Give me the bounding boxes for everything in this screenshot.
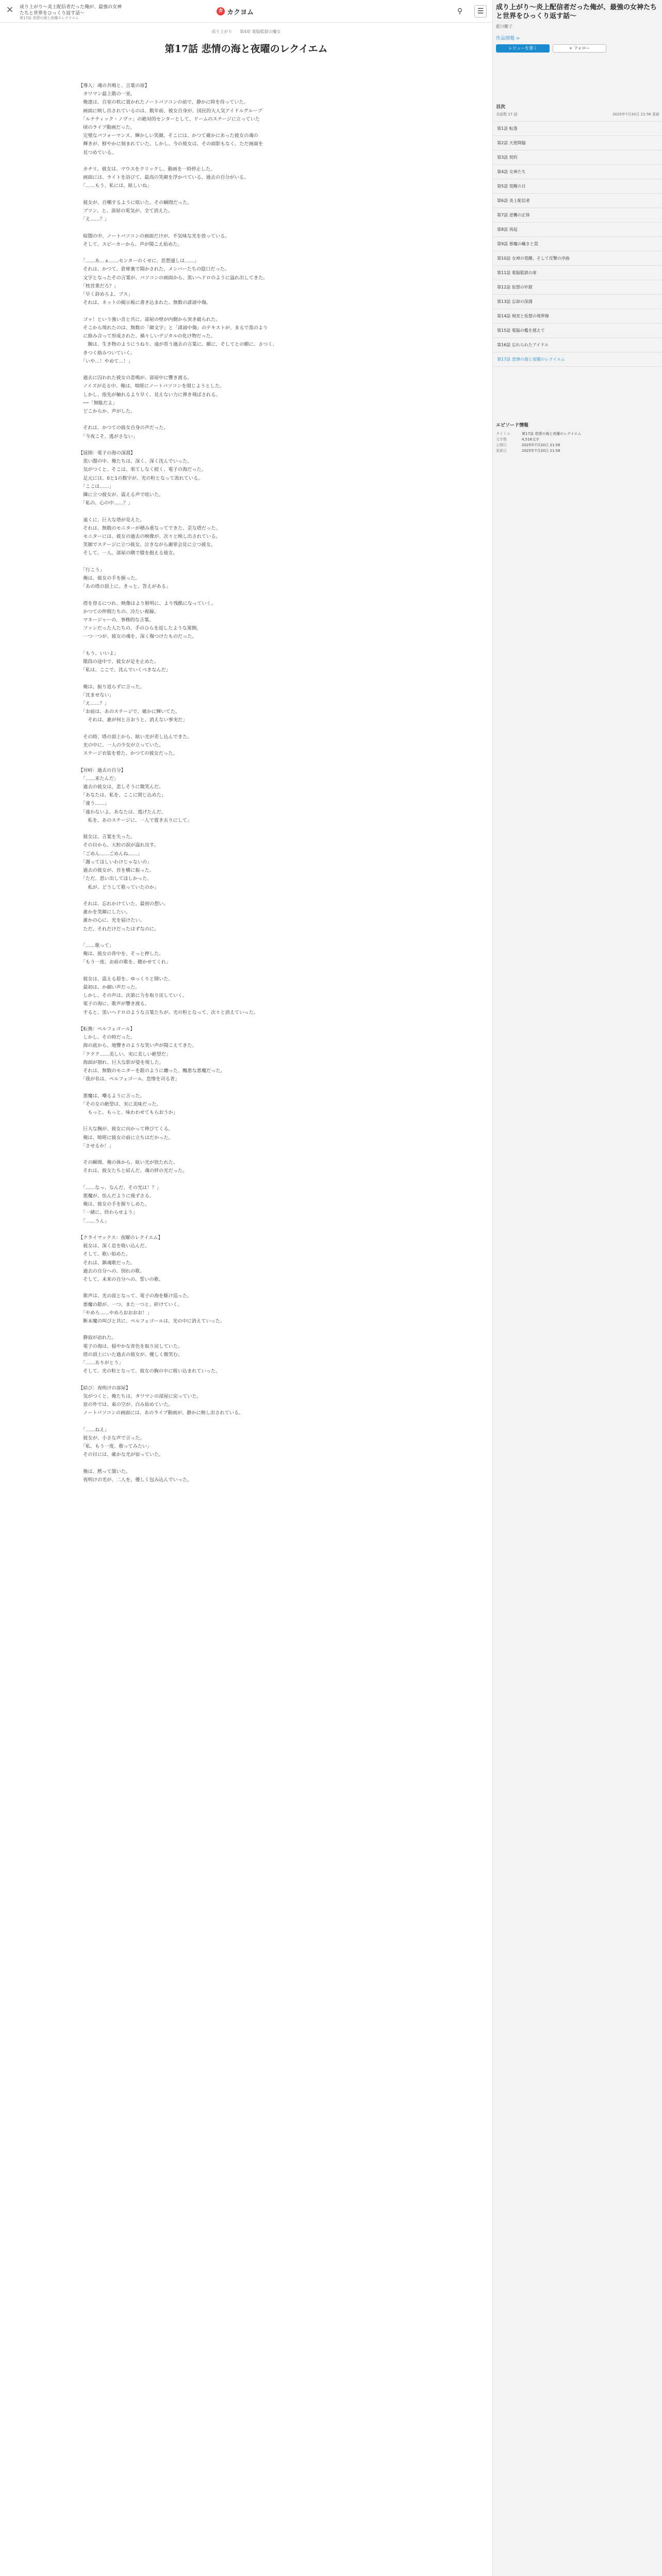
sidebar-action-buttons: [496, 44, 659, 53]
top-bar-icons: [454, 5, 466, 18]
toc-heading: 目次: [496, 105, 506, 110]
toc-item[interactable]: 第5話 覚醒の日: [493, 179, 662, 194]
sidebar-work-info-link[interactable]: 作品情報 >: [496, 36, 520, 41]
sidebar-book-title[interactable]: 成り上がり〜炎上配信者だった俺が、最強の女神たちと世界をひっくり返す話〜: [496, 4, 657, 20]
sidebar-book-info: [496, 3, 659, 53]
reader-main: [0, 23, 492, 2576]
toc-meta: [493, 110, 662, 122]
site-logo[interactable]: [217, 6, 254, 16]
breadcrumb-book[interactable]: 成り上がり: [211, 29, 233, 34]
episode-info-heading: エピソード情報: [496, 423, 529, 428]
toc-list: [493, 122, 662, 367]
episode-title: 第17話 悲情の海と夜曜のレクイエム: [164, 43, 328, 55]
toc-item[interactable]: 第7話 逆襲の正体: [493, 208, 662, 223]
toc-item[interactable]: 第2話 天使降臨: [493, 136, 662, 150]
breadcrumb: [0, 29, 492, 35]
episode-body: 【導入：魂の共鳴と、言葉の扉】 タワマン最上階の一室。 俺達は、自室の机に置かれたノートパソコンの前で、静かに時を待っていた。 画面に映し出されているのは、数年前、彼女自身が、国民的大人気アイドルグループ 「ルナティック・ノヴァ」の絶対的センターとして、ドームのステージに立っていた 頃のライブ動画だった。 完璧なパフォーマンス。輝かしい笑顔。そこには、かつて確かにあった彼女の魂の 輝きが、鮮やかに刻まれていた。しかし、今の彼女は、その面影もなく、ただ画面を 見つめている。 カチリ。彼女は、マウスをクリックし、動画を一時停止した。 画面には、ライトを浴びて、最高の笑顔を浮かべている、過去の自分がいる。 「……もう、私には、眩しいね」 彼女が、自嘲するように呟いた。その瞬間だった。 ブツン、と、部屋の電気が、全て消えた。 「え……？」 暗闇の中、ノートパソコンの画面だけが、不気味な光を放っている。 そして、スピーカーから、声が聞こえ始めた。 「……あ…ぁ……センターのくせに、思想通しは……」 それは、かつて、倉庫裏で聞かされた、メンバーたちの陰口だった。 文字となったその言葉が、パソコンの画面から、黒いヘドロのように溢れ出してきた。 「枕営業だろ？」 「早く辞めろよ、ブス」 それは、ネットの掲示板に書き込まれた、無数の誹謗中傷。 ゴゥ！という強い音と共に、部屋の壁が内側から突き破られた。 そこから現れたのは、無数の「顔文字」と「誹謗中傷」のテキストが、まるで黒のよう に絡み合って形成された、禍々しいデジタルの化け物だった。 腕は、生き物のようにうねり、遠が普う過去の言葉に、願に、そしてとの願に、さつく、 きつく絡みついていく。 「いや…！やめて…！」 過去に囚われた彼女の悲鳴が、部屋中に響き渡る。 ノイズが走る中、俺は、咄嗟にノートパソコンを閉じようとした。 しかし、指先が触れるより早く、見えない力に弾き飛ばされる。 ──「無駄だよ」 どこからか、声がした。 それは、かつての彼女自身の声だった。 「今夜こそ、逃がさない」 【展開：電子の海の深淵】 黒い闇の中、俺たちは、深く、深く沈んでいった。 気がつくと、そこは、果てしなく続く、電子の海だった。 足元には、0と1の数字が、光の粒となって流れている。 「ここは……」 隣に立つ彼女が、震える声で呟いた。 「私の、心の中……？」 遠くに、巨大な塔が見えた。 それは、無数のモニターが積み重なってできた、歪な塔だった。 モニターには、彼女の過去の映像が、次々と映し出されている。 笑顔でステージに立つ彼女。泣きながら謝罪会見に立つ彼女。 そして、一人、部屋の隅で膝を抱える彼女。 「行こう」 俺は、彼女の手を握った。 「あの塔の頂上に、きっと、答えがある」 塔を登るにつれ、映像はより鮮明に、より残酷になっていく。 かつての仲間たちの、冷たい視線。 マネージャーの、事務的な言葉。 ファンだった人たちの、手のひらを返したような罵倒。 一つ一つが、彼女の魂を、深く傷つけたものだった。 「もう、いいよ」 階段の途中で、彼女が足を止めた。 「私は、ここで、沈んでいくべきなんだ」 俺は、振り返らずに言った。 「沈ませない」 「え……？」 「お前は、あのステージで、確かに輝いてた。 それは、誰が何と言おうと、消えない事実だ」 その時、塔の頂上から、眩い光が差し込んできた。 光の中に、一人の少女が立っていた。 ステージ衣装を着た、かつての彼女だった。 【対峙：過去の自分】 「……来たんだ」 過去の彼女は、悲しそうに微笑んだ。 「あなたは、私を、ここに閉じ込めた」 「違う……」 「違わないよ。あなたは、逃げたんだ。 私を、あのステージに、一人で置き去りにして」 彼女は、言葉を失った。 その目から、大粒の涙が溢れ出す。 「ごめん……ごめんね……」 「謝ってほしいわけじゃないの」 過去の彼女が、首を横に振った。 「ただ、思い出してほしかった。 私が、どうして歌っていたのか」 それは、忘れかけていた、最初の想い。 誰かを笑顔にしたい。 誰かの心に、光を届けたい。 ただ、それだけだったはずなのに。 「……歌って」 俺は、彼女の背中を、そっと押した。 「もう一度、お前の歌を、聴かせてくれ」 彼女は、震える唇を、ゆっくりと開いた。 最初は、か細い声だった。 しかし、その声は、次第に力を取り戻していく。 電子の海に、歌声が響き渡る。 すると、黒いヘドロのような言葉たちが、光の粒となって、次々と消えていった。 【転換：ペルフェゴール】 しかし、その時だった。 海の底から、地響きのような笑い声が聞こえてきた。 「ククク……美しい。実に美しい絶望だ」 海面が割れ、巨大な影が姿を現した。 それは、無数のモニターを鎧のように纏った、醜悪な悪魔だった。 「我が名は、ペルフェゴール。怠惰を司る者」 悪魔は、嘲るように言った。 「その女の絶望は、実に美味だった。 もっと、もっと、味わわせてもらおうか」 巨大な腕が、彼女に向かって伸びてくる。 俺は、咄嗟に彼女の前に立ちはだかった。 「させるか！」 その瞬間、俺の体から、眩い光が放たれた。 それは、彼女たちと結んだ、魂の絆の光だった。 「……なっ、なんだ、その光は！？」 悪魔が、怯んだように後ずさる。 俺は、彼女の手を握りしめた。 「一緒に、終わらせよう」 「……うん」 【クライマックス：夜曜のレクイエム】 彼女は、深く息を吸い込んだ。 そして、歌い始めた。 それは、鎮魂歌だった。 過去の自分への、別れの歌。 そして、未来の自分への、誓いの歌。 歌声は、光の波となって、電子の海を駆け巡った。 悪魔の鎧が、一つ、また一つと、砕けていく。 「やめろ……やめろおおおお！」 断末魔の叫びと共に、ペルフェゴールは、光の中に消えていった。 静寂が訪れた。 電子の海は、穏やかな青色を取り戻していた。 塔の頂上にいた過去の彼女が、優しく微笑む。 「……ありがとう」 そして、光の粒となって、彼女の胸の中に吸い込まれていった。 【結び：夜明けの部屋】 気がつくと、俺たちは、タワマンの部屋に戻っていた。 窓の外では、東の空が、白み始めていた。 ノートパソコンの画面には、あのライブ動画が、静かに映し出されている。 「……ねえ」 彼女が、小さな声で言った。 「私、もう一度、歌ってみたい」 その目には、確かな光が宿っていた。 俺は、黙って頷いた。 夜明けの光が、二人を、優しく包み込んでいった。: [78, 83, 277, 1483]
sidebar: [492, 0, 662, 2576]
info-value: 2025年7月20日 21:56: [522, 449, 560, 453]
episode-info-list: [496, 431, 659, 454]
toc-item[interactable]: 第4話 女神たち: [493, 165, 662, 179]
info-row: [496, 431, 659, 437]
close-icon[interactable]: ×: [6, 4, 14, 15]
table-of-contents: [493, 103, 662, 367]
toc-item[interactable]: 第14話 現実と仮想の境界線: [493, 309, 662, 324]
toc-item[interactable]: 第3話 契約: [493, 150, 662, 165]
sidebar-author[interactable]: 藍川雛子: [496, 24, 512, 29]
logo-mark-icon: カ: [217, 7, 225, 15]
review-button[interactable]: レビューを書く: [496, 44, 550, 53]
toc-item[interactable]: 第1話 転落: [493, 122, 662, 136]
toc-item[interactable]: 第13話 忘却の深淵: [493, 295, 662, 309]
info-value: 2025年7月20日 21:56: [522, 443, 560, 447]
info-key: 更新日: [496, 449, 507, 453]
breadcrumb-chapter[interactable]: 第4章 電脳監獄の魔女: [239, 29, 281, 34]
toc-item[interactable]: 第6話 炎上配信者: [493, 194, 662, 208]
book-title-link[interactable]: 成り上がり〜炎上配信者だった俺が、最強の女神たちと世界をひっくり返す話〜: [20, 5, 122, 16]
info-value: 第17話 悲情の海と夜曜のレクイエム: [522, 432, 582, 436]
menu-icon[interactable]: ☰: [474, 5, 487, 18]
toc-updated: 2025年7月20日 21:56 更新: [613, 112, 659, 116]
info-key: タイトル: [496, 432, 510, 436]
episode-subtitle: 第17話 悲情の海と夜曜のレクイエム: [20, 16, 79, 20]
episode-info: [493, 421, 662, 454]
toc-item[interactable]: 第17話 悲情の海と夜曜のレクイエム: [493, 352, 662, 367]
info-key: 公開日: [496, 443, 507, 447]
toc-item[interactable]: 第8話 再起: [493, 223, 662, 237]
info-key: 文字数: [496, 437, 507, 442]
logo-text: カクヨム: [227, 8, 254, 16]
info-value: 4,516文字: [522, 437, 540, 442]
info-row: [496, 437, 659, 443]
toc-episode-count: 全話数 17 話: [496, 112, 518, 116]
toc-item[interactable]: 第11話 電脳監獄の扉: [493, 266, 662, 280]
follow-button[interactable]: + フォロー: [553, 44, 606, 53]
info-row: [496, 443, 659, 448]
toc-item[interactable]: 第10話 女神の覚醒、そして反撃の序曲: [493, 251, 662, 266]
toc-item[interactable]: 第12話 仮想の牢獄: [493, 280, 662, 295]
info-row: [496, 448, 659, 454]
search-icon[interactable]: ⚲: [457, 7, 463, 15]
toc-item[interactable]: 第9話 悪魔の囁きと罠: [493, 237, 662, 251]
toc-item[interactable]: 第15話 電脳の檻を越えて: [493, 324, 662, 338]
toc-item[interactable]: 第16話 忘れられたアイドル: [493, 338, 662, 352]
